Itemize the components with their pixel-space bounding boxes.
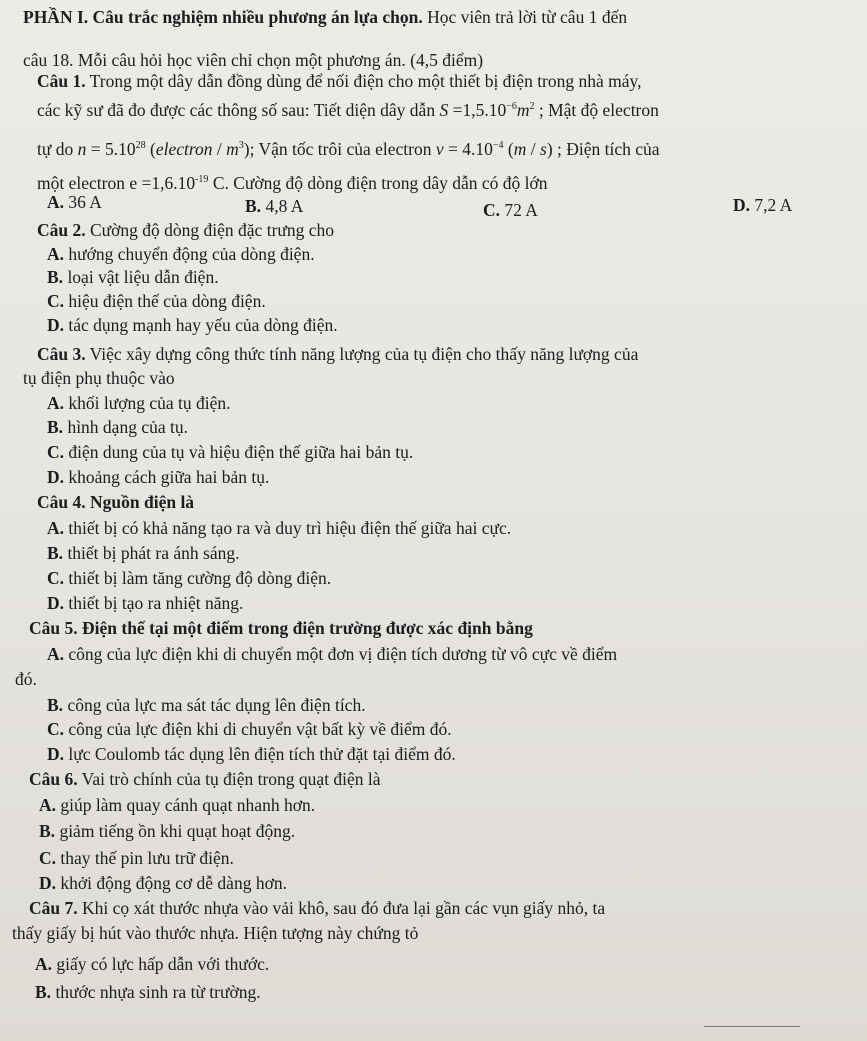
option-text: công của lực điện khi di chuyển vật bất kỳ về điểm đó. [64, 719, 452, 739]
option-a[interactable] [47, 392, 231, 414]
option-text: giấy có lực hấp dẫn với thước. [52, 954, 270, 974]
q6-stem-line [29, 768, 381, 790]
option-b[interactable] [245, 195, 303, 217]
q1-stem-2: các kỹ sư đã đo được các thông số sau: Tiết diện dây dẫn [37, 100, 440, 120]
option-letter: A. [47, 644, 65, 664]
option-letter: C. [47, 568, 65, 588]
question-label: Câu 1. [37, 71, 86, 91]
option-text: thiết bị làm tăng cường độ dòng điện. [64, 568, 332, 588]
option-letter: A. [47, 518, 65, 538]
option-text: 7,2 A [750, 195, 793, 215]
q6-stem: Vai trò chính của tụ điện trong quạt điện là [77, 769, 381, 789]
velocity-formula: v [435, 139, 444, 159]
q1-line-3: tự do $n = 5.10^{28}$ (electron / $m^3$); Vận tốc trôi của electron $v = 4.10^{-4}$ (m / s) ; Điện tích của [37, 139, 660, 159]
q7-stem-line-1 [29, 897, 605, 919]
section-intro-2: câu 18. Mỗi câu hỏi học viên chỉ chọn một phương án. (4,5 điểm) [23, 50, 484, 70]
option-a[interactable] [47, 517, 511, 539]
q1-stem-3c: ; Điện tích của [557, 139, 660, 159]
q1-stem-3a: tự do [37, 139, 78, 159]
q4-stem-line [37, 491, 194, 513]
question-label: Câu 4. [37, 492, 86, 512]
section-heading-line [23, 6, 627, 28]
option-letter: C. [483, 200, 501, 220]
question-label: Câu 3. [37, 344, 86, 364]
option-letter: C. [47, 291, 65, 311]
option-text: điện dung của tụ và hiệu điện thế giữa hai bản tụ. [64, 442, 414, 462]
q1-stem-3b: ; Vận tốc trôi của electron [249, 139, 436, 159]
q1-charge-exponent: -19 [195, 174, 209, 185]
q1-line-1 [37, 70, 642, 92]
option-letter: A. [35, 954, 53, 974]
q3-stem-1: Việc xây dựng công thức tính năng lượng của tụ điện cho thấy năng lượng của [85, 344, 639, 364]
option-text: lực Coulomb tác dụng lên điện tích thử đặt tại điểm đó. [64, 744, 456, 764]
q4-stem: Nguồn điện là [85, 492, 195, 512]
option-c[interactable] [483, 199, 538, 221]
density-formula: n [77, 139, 87, 159]
option-text: giảm tiếng ồn khi quạt hoạt động. [55, 821, 296, 841]
q2-stem-line [37, 219, 334, 241]
option-d[interactable] [47, 466, 269, 488]
option-letter: D. [47, 744, 65, 764]
option-a[interactable] [47, 243, 315, 265]
option-a[interactable] [35, 953, 269, 975]
option-text: công của lực ma sát tác dụng lên điện tích. [63, 695, 366, 715]
section-heading: PHẦN I. Câu trắc nghiệm nhiều phương án lựa chọn. [23, 7, 423, 27]
option-b[interactable] [47, 266, 219, 288]
section-intro-1: Học viên trả lời từ câu 1 đến [422, 7, 628, 27]
option-letter: A. [47, 244, 65, 264]
q2-stem: Cường độ dòng điện đặc trưng cho [85, 220, 335, 240]
q5-stem-line [29, 617, 533, 639]
option-letter: C. [47, 719, 65, 739]
option-letter: B. [35, 982, 52, 1002]
option-text: 4,8 A [261, 196, 304, 216]
option-text: thiết bị phát ra ánh sáng. [63, 543, 240, 563]
option-letter: B. [47, 267, 64, 287]
option-letter: A. [39, 795, 57, 815]
option-b[interactable] [39, 820, 295, 842]
option-a[interactable] [39, 794, 315, 816]
question-label: Câu 7. [29, 898, 78, 918]
option-text: 36 A [64, 192, 102, 212]
q1-stem-1: Trong một dây dẫn đồng dùng để nối điện cho một thiết bị điện trong nhà máy, [85, 71, 642, 91]
option-b[interactable] [47, 694, 366, 716]
option-c[interactable] [39, 847, 234, 869]
option-letter: D. [733, 195, 751, 215]
option-text: hướng chuyển động của dòng điện. [64, 244, 315, 264]
option-letter: A. [47, 192, 65, 212]
option-letter: D. [47, 593, 65, 613]
option-a[interactable] [47, 643, 617, 665]
option-letter: A. [47, 393, 65, 413]
option-text: khoảng cách giữa hai bản tụ. [64, 467, 270, 487]
option-a-continuation: đó. [15, 669, 37, 689]
option-text: thước nhựa sinh ra từ trường. [51, 982, 261, 1002]
option-text: giúp làm quay cánh quạt nhanh hơn. [56, 795, 316, 815]
q3-stem-line-1 [37, 343, 638, 365]
q1-line-4 [37, 172, 548, 194]
option-c[interactable] [47, 718, 452, 740]
option-text: hình dạng của tụ. [63, 417, 188, 437]
option-a[interactable] [47, 191, 102, 213]
option-letter: B. [39, 821, 56, 841]
option-letter: B. [245, 196, 262, 216]
option-letter: C. [39, 848, 57, 868]
question-label: Câu 2. [37, 220, 86, 240]
option-text: tác dụng mạnh hay yếu của dòng điện. [64, 315, 338, 335]
option-c[interactable] [47, 441, 413, 463]
question-label: Câu 6. [29, 769, 78, 789]
bottom-divider [704, 1026, 800, 1027]
q1-stem-4b: C. Cường độ dòng điện trong dây dẫn có độ lớn [208, 173, 548, 193]
option-letter: D. [39, 873, 57, 893]
q1-line-2: các kỹ sư đã đo được các thông số sau: Tiết diện dây dẫn $S =1,5.10^{-6}m^2$ ; Mật độ electron [37, 100, 659, 120]
option-letter: B. [47, 543, 64, 563]
option-letter: C. [47, 442, 65, 462]
option-d[interactable] [47, 592, 243, 614]
option-c[interactable] [47, 290, 266, 312]
option-text: thay thế pin lưu trữ điện. [56, 848, 234, 868]
option-text: khởi động động cơ dễ dàng hơn. [56, 873, 287, 893]
q7-stem-2: thấy giấy bị hút vào thước nhựa. Hiện tượng này chứng tỏ [12, 923, 419, 943]
option-letter: D. [47, 315, 65, 335]
option-letter: B. [47, 417, 64, 437]
option-d[interactable] [39, 872, 287, 894]
option-c[interactable] [47, 567, 331, 589]
q3-stem-2: tụ điện phụ thuộc vào [23, 368, 175, 388]
option-b[interactable] [35, 981, 261, 1003]
cross-section-formula: S [439, 100, 449, 120]
q1-stem-4a: một electron e =1,6.10 [37, 173, 196, 193]
option-text: hiệu điện thế của dòng điện. [64, 291, 266, 311]
option-b[interactable] [47, 416, 188, 438]
option-b[interactable] [47, 542, 239, 564]
option-text: 72 A [500, 200, 538, 220]
option-letter: D. [47, 467, 65, 487]
option-d[interactable] [47, 743, 456, 765]
option-text: khối lượng của tụ điện. [64, 393, 231, 413]
question-label: Câu 5. [29, 618, 78, 638]
option-text: công của lực điện khi di chuyển một đơn vị điện tích dương từ vô cực về điểm [64, 644, 618, 664]
q1-stem-2-tail: ; Mật độ electron [538, 100, 659, 120]
option-text: thiết bị tạo ra nhiệt năng. [64, 593, 244, 613]
option-d[interactable] [47, 314, 338, 336]
option-d[interactable] [733, 194, 792, 216]
option-text: thiết bị có khả năng tạo ra và duy trì hiệu điện thế giữa hai cực. [64, 518, 512, 538]
option-text: loại vật liệu dẫn điện. [63, 267, 219, 287]
option-letter: B. [47, 695, 64, 715]
q5-stem: Điện thế tại một điểm trong điện trường được xác định bằng [77, 618, 533, 638]
q7-stem-1: Khi cọ xát thước nhựa vào vải khô, sau đó đưa lại gần các vụn giấy nhỏ, ta [77, 898, 606, 918]
